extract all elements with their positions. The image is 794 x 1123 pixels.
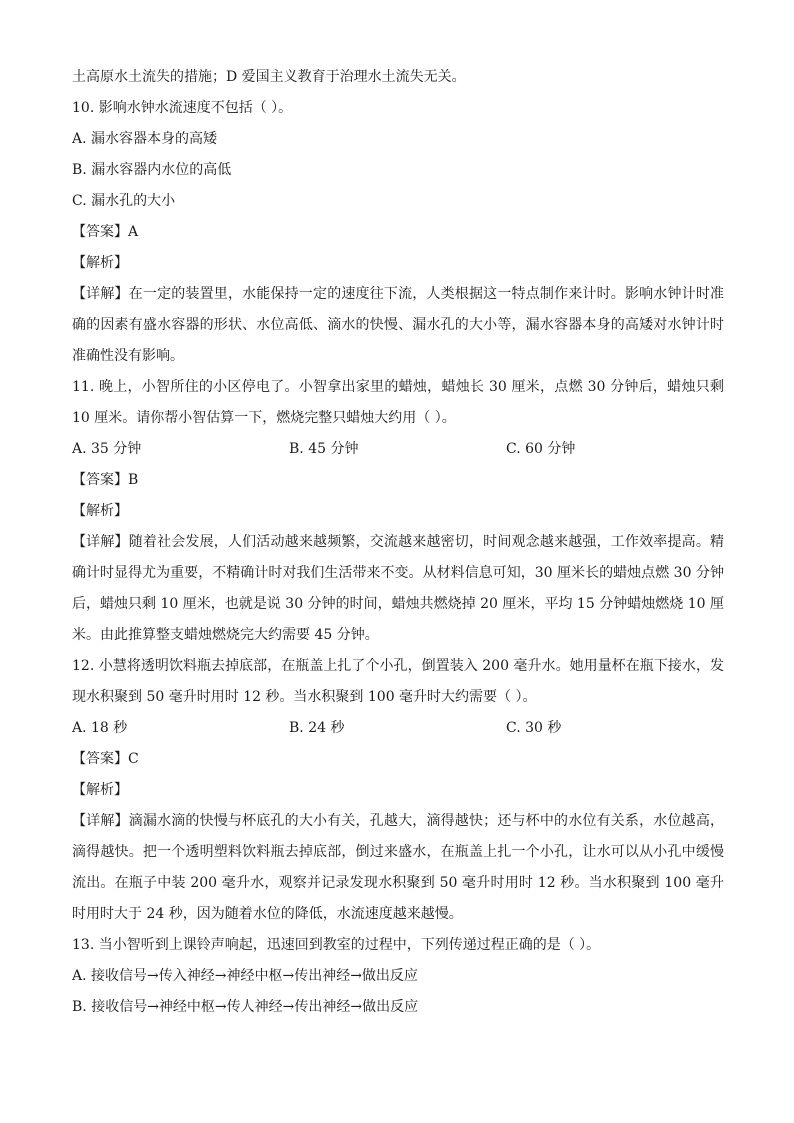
question-10-option-a: A. 漏水容器本身的高矮 — [72, 131, 218, 147]
intro-tail-text: 土高原水土流失的措施；D 爱国主义教育于治理水土流失无关。 — [72, 69, 466, 85]
question-12-option-a: A. 18 秒 — [72, 720, 128, 736]
question-12-analysis-label: 【解析】 — [72, 782, 128, 798]
question-11-options — [72, 434, 724, 465]
question-10-detail: 【详解】在一定的装置里，水能保持一定的速度往下流，人类根据这一特点制作来计时。影响水钟计时准确的因素有盛水容器的形状、水位高低、滴水的快慢、漏水孔的大小等，漏水容器本身的高矮对水钟计时准确性没有影响。 — [72, 286, 724, 364]
question-12-option-c: C. 30 秒 — [506, 720, 562, 736]
question-13-stem: 13. 当小智听到上课铃声响起，迅速回到教室的过程中，下列传递过程正确的是（ ）。 — [72, 937, 601, 953]
document-page — [72, 62, 724, 1023]
question-11-answer: 【答案】B — [72, 472, 139, 488]
question-11-analysis-label: 【解析】 — [72, 503, 128, 519]
question-10-analysis-label: 【解析】 — [72, 255, 128, 271]
question-12-options — [72, 713, 724, 744]
question-11-detail: 【详解】随着社会发展，人们活动越来越频繁，交流越来越密切，时间观念越来越强，工作效率提高。精确计时显得尤为重要，不精确计时对我们生活带来不变。从材料信息可知，30 厘米长的蜡烛点燃 30 分钟后，蜡烛只剩 10 厘米，也就是说 30 分钟的时间，蜡烛共燃烧掉 20 厘米，平均 15 分钟蜡烛燃烧 10 厘米。由此推算整支蜡烛燃烧完大约需要 45 分钟。 — [72, 534, 724, 643]
question-13-option-b: B. 接收信号→神经中枢→传人神经→传出神经→做出反应 — [72, 999, 419, 1015]
question-10-option-b: B. 漏水容器内水位的高低 — [72, 162, 232, 178]
question-12-option-b: B. 24 秒 — [289, 720, 345, 736]
question-12-answer: 【答案】C — [72, 751, 139, 767]
question-11-option-c: C. 60 分钟 — [506, 441, 576, 457]
question-13-option-a: A. 接收信号→传入神经→神经中枢→传出神经→做出反应 — [72, 968, 418, 984]
question-10-stem: 10. 影响水钟水流速度不包括（ ）。 — [72, 100, 293, 116]
question-11-option-b: B. 45 分钟 — [289, 441, 359, 457]
question-10-answer: 【答案】A — [72, 224, 139, 240]
question-11-stem: 11. 晚上，小智所住的小区停电了。小智拿出家里的蜡烛，蜡烛长 30 厘米，点燃 30 分钟后，蜡烛只剩 10 厘米。请你帮小智估算一下，燃烧完整只蜡烛大约用（ ）。 — [72, 379, 724, 426]
question-10-option-c: C. 漏水孔的大小 — [72, 193, 176, 209]
question-11-option-a: A. 35 分钟 — [72, 441, 142, 457]
question-12-stem: 12. 小慧将透明饮料瓶去掉底部，在瓶盖上扎了个小孔，倒置装入 200 毫升水。她用量杯在瓶下接水，发现水积聚到 50 毫升时用时 12 秒。当水积聚到 100 毫升时大约需要（ ）。 — [72, 658, 724, 705]
question-12-detail: 【详解】滴漏水滴的快慢与杯底孔的大小有关，孔越大，滴得越快；还与杯中的水位有关系，水位越高，滴得越快。把一个透明塑料饮料瓶去掉底部，倒过来盛水，在瓶盖上扎一个小孔，让水可以从小孔中缓慢流出。在瓶子中装 200 毫升水，观察并记录发现水积聚到 50 毫升时用时 12 秒。当水积聚到 100 毫升时用时大于 24 秒，因为随着水位的降低，水流速度越来越慢。 — [72, 813, 724, 922]
